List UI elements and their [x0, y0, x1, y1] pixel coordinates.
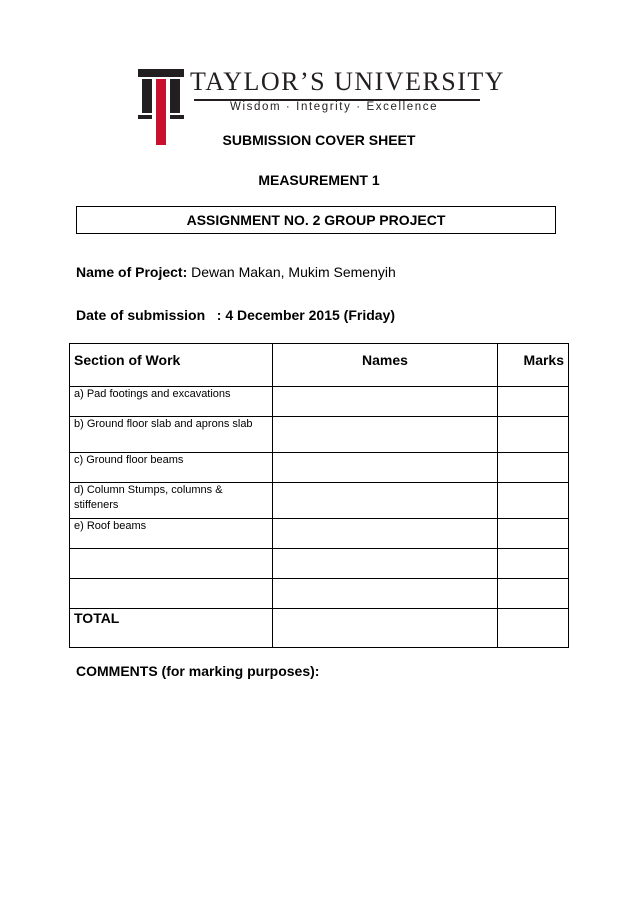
comments-label: COMMENTS (for marking purposes): [76, 663, 320, 679]
project-name-line [76, 264, 396, 280]
section-cell: b) Ground floor slab and aprons slab [70, 417, 273, 453]
names-cell[interactable] [273, 549, 498, 579]
total-names-cell[interactable] [273, 609, 498, 648]
assignment-title: ASSIGNMENT NO. 2 GROUP PROJECT [76, 206, 556, 234]
marks-cell[interactable] [498, 549, 569, 579]
marks-cell[interactable] [498, 453, 569, 483]
header-section-of-work: Section of Work [70, 344, 273, 387]
section-cell [70, 579, 273, 609]
header-names: Names [273, 344, 498, 387]
total-marks-cell[interactable] [498, 609, 569, 648]
marks-cell[interactable] [498, 417, 569, 453]
table-row [70, 417, 569, 453]
table-row [70, 453, 569, 483]
total-label: TOTAL [70, 609, 273, 648]
marks-cell[interactable] [498, 483, 569, 519]
table-row [70, 519, 569, 549]
table-row [70, 387, 569, 417]
names-cell[interactable] [273, 417, 498, 453]
marks-cell[interactable] [498, 387, 569, 417]
university-tagline: Wisdom · Integrity · Excellence [230, 101, 439, 113]
names-cell[interactable] [273, 579, 498, 609]
subject-title: MEASUREMENT 1 [258, 172, 380, 188]
names-cell[interactable] [273, 519, 498, 549]
marks-cell[interactable] [498, 519, 569, 549]
project-name-label: Name of Project: [76, 264, 188, 280]
table-row [70, 549, 569, 579]
names-cell[interactable] [273, 483, 498, 519]
total-row [70, 609, 569, 648]
university-name: TAYLOR’S UNIVERSITY [190, 67, 506, 96]
section-cell: e) Roof beams [70, 519, 273, 549]
cover-sheet-title: SUBMISSION COVER SHEET [222, 132, 416, 148]
section-cell: c) Ground floor beams [70, 453, 273, 483]
table-header-row [70, 344, 569, 387]
names-cell[interactable] [273, 387, 498, 417]
submission-date-line: Date of submission : 4 December 2015 (Friday) [76, 307, 395, 323]
section-cell: a) Pad footings and excavations [70, 387, 273, 417]
section-cell: d) Column Stumps, columns & stiffeners [70, 483, 273, 519]
table-row [70, 579, 569, 609]
section-cell [70, 549, 273, 579]
marks-table [69, 343, 569, 648]
header-marks: Marks [498, 344, 569, 387]
table-row [70, 483, 569, 519]
marks-cell[interactable] [498, 579, 569, 609]
project-name-value: Dewan Makan, Mukim Semenyih [187, 264, 396, 280]
names-cell[interactable] [273, 453, 498, 483]
